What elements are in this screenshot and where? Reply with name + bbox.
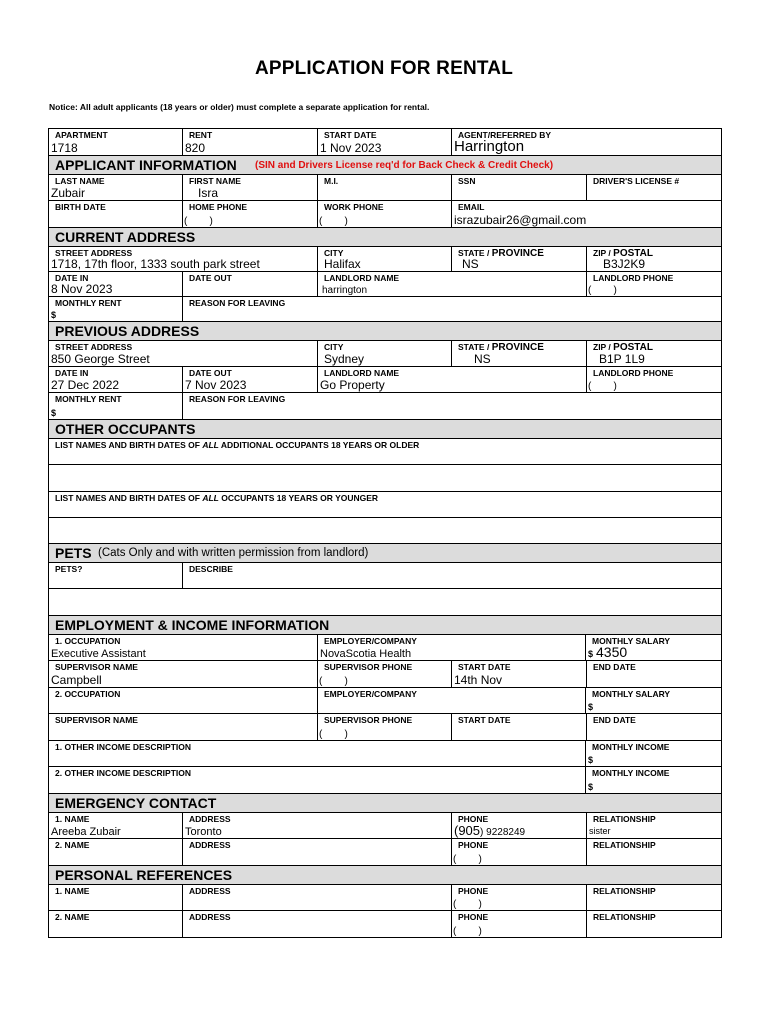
pets-heading: PETS (55, 545, 92, 561)
reference-phone-1-value: ( ) (453, 899, 482, 910)
previous-postal-label: POSTAL (613, 342, 653, 353)
apartment-value: 1718 (51, 141, 78, 155)
mi-field[interactable] (318, 175, 452, 200)
employer-2-field[interactable] (318, 688, 586, 713)
other-income-2-label: 2. OTHER INCOME DESCRIPTION (55, 768, 192, 778)
other-income-2-row (49, 767, 721, 794)
applicant-row-1 (49, 175, 721, 201)
current-rent-label: MONTHLY RENT (55, 298, 122, 308)
previous-state-label-a: STATE / (458, 342, 492, 352)
emergency-phone-2-value: ( ) (453, 854, 482, 865)
emergency-phone-1-label: PHONE (458, 814, 489, 824)
current-rent-field[interactable] (49, 297, 183, 321)
employer-1-value: NovaScotia Health (320, 648, 412, 660)
emergency-phone-1-value (454, 823, 525, 838)
salary-2-field[interactable] (586, 688, 720, 713)
occupants-older-label (55, 440, 419, 450)
emergency-heading: EMERGENCY CONTACT (55, 795, 217, 811)
current-reason-field[interactable] (183, 297, 720, 321)
current-landlord-value: harrington (322, 285, 368, 296)
end-date-2-label: END DATE (593, 715, 636, 725)
supervisor-phone-1-value: ( ) (319, 676, 348, 687)
applicant-note: (SIN and Drivers License req'd for Back Check & Credit Check) (255, 160, 554, 171)
reference-relationship-1-label: RELATIONSHIP (593, 886, 656, 896)
current-landlord-field[interactable] (318, 272, 587, 296)
references-row-1 (49, 885, 721, 911)
ssn-label: SSN (458, 176, 476, 186)
emergency-relationship-2-field[interactable] (587, 839, 721, 865)
start-date-2-field[interactable] (452, 714, 587, 740)
current-row-1 (49, 247, 721, 272)
start-date-value: 1 Nov 2023 (320, 141, 382, 155)
previous-date-in-label: DATE IN (55, 368, 89, 378)
emergency-name-2-label: 2. NAME (55, 840, 90, 850)
employer-1-field[interactable] (318, 635, 586, 660)
emergency-phone-2-label: PHONE (458, 840, 489, 850)
mi-label: M.I. (324, 176, 339, 186)
occupants-older-label-row (49, 439, 721, 465)
other-income-1-label: 1. OTHER INCOME DESCRIPTION (55, 742, 192, 752)
reference-phone-1-field[interactable] (452, 885, 587, 910)
current-city-value: Halifax (324, 257, 361, 271)
supervisor-1-field[interactable] (49, 661, 318, 687)
emergency-phone-1-number: ) 9228249 (480, 827, 526, 838)
start-date-2-label: START DATE (458, 715, 511, 725)
references-row-2 (49, 911, 721, 938)
email-label: EMAIL (458, 202, 485, 212)
notice-text: Notice: All adult applicants (18 years or older) must complete a separate application for rental. (49, 102, 430, 112)
occupants-section-header (49, 420, 721, 439)
current-zip-field[interactable] (587, 247, 721, 271)
emergency-row-1 (49, 813, 721, 839)
first-name-field[interactable] (183, 175, 318, 200)
employment-row-4 (49, 714, 721, 741)
references-section-header (49, 866, 721, 885)
reference-relationship-1-field[interactable] (587, 885, 721, 910)
first-name-value: Isra (198, 186, 219, 200)
previous-zip-label-a: ZIP / (593, 342, 614, 352)
home-phone-value: ( ) (184, 216, 213, 227)
reference-phone-1-label: PHONE (458, 886, 489, 896)
current-rent-dollar: $ (51, 310, 57, 320)
previous-rent-dollar: $ (51, 408, 57, 418)
occupation-1-value: Executive Assistant (51, 648, 146, 660)
current-state-value: NS (462, 257, 479, 271)
current-row-3 (49, 297, 721, 322)
ssn-field[interactable] (452, 175, 587, 200)
employment-row-3 (49, 688, 721, 714)
occupants-older-label-a: LIST NAMES AND BIRTH DATES OF (55, 440, 203, 450)
current-state-label-a: STATE / (458, 248, 492, 258)
salary-2-dollar: $ (588, 702, 594, 712)
current-reason-label: REASON FOR LEAVING (189, 298, 286, 308)
supervisor-2-field[interactable] (49, 714, 318, 740)
end-date-1-field[interactable] (587, 661, 721, 687)
reference-address-1-label: ADDRESS (189, 886, 231, 896)
home-phone-label: HOME PHONE (189, 202, 248, 212)
previous-reason-label: REASON FOR LEAVING (189, 394, 286, 404)
occupation-2-label: 2. OCCUPATION (55, 689, 121, 699)
pets-row (49, 563, 721, 589)
supervisor-phone-2-field[interactable] (318, 714, 452, 740)
previous-date-out-value: 7 Nov 2023 (185, 378, 247, 392)
current-postal-label: POSTAL (613, 248, 653, 259)
applicant-row-2 (49, 201, 721, 228)
top-row (49, 129, 721, 156)
previous-landlord-phone-field[interactable] (587, 367, 721, 392)
first-name-label: FIRST NAME (189, 176, 241, 186)
current-state-field[interactable] (452, 247, 587, 271)
previous-address-heading: PREVIOUS ADDRESS (55, 323, 200, 339)
emergency-phone-1-area: (905 (454, 823, 481, 838)
occupants-younger-label-row (49, 492, 721, 518)
applicant-section-header (49, 156, 721, 175)
occupation-2-field[interactable] (49, 688, 318, 713)
occupants-older-label-c: ADDITIONAL OCCUPANTS 18 YEARS OR OLDER (218, 440, 420, 450)
birth-date-field[interactable] (49, 201, 183, 227)
occupants-younger-field[interactable] (49, 492, 719, 517)
start-date-field[interactable] (318, 129, 452, 155)
previous-street-field[interactable] (49, 341, 318, 366)
occupants-younger-label-c: OCCUPANTS 18 YEARS OR YOUNGER (218, 493, 379, 503)
reference-relationship-2-label: RELATIONSHIP (593, 912, 656, 922)
emergency-address-1-field[interactable] (183, 813, 452, 838)
apartment-field[interactable] (49, 129, 183, 155)
supervisor-1-label: SUPERVISOR NAME (55, 662, 138, 672)
occupation-1-field[interactable] (49, 635, 318, 660)
current-address-heading: CURRENT ADDRESS (55, 229, 196, 245)
previous-row-1 (49, 341, 721, 367)
previous-landlord-field[interactable] (318, 367, 587, 392)
emergency-relationship-1-field[interactable] (587, 813, 721, 838)
salary-1-label: MONTHLY SALARY (592, 636, 671, 646)
previous-street-label: STREET ADDRESS (55, 342, 133, 352)
supervisor-1-value: Campbell (51, 673, 102, 687)
emergency-address-1-label: ADDRESS (189, 814, 231, 824)
previous-street-value: 850 George Street (51, 352, 150, 366)
other-income-2-field[interactable] (49, 767, 586, 793)
current-date-in-field[interactable] (49, 272, 183, 296)
monthly-income-2-label: MONTHLY INCOME (592, 768, 670, 778)
emergency-relationship-1-label: RELATIONSHIP (593, 814, 656, 824)
monthly-income-1-label: MONTHLY INCOME (592, 742, 670, 752)
salary-2-label: MONTHLY SALARY (592, 689, 671, 699)
emergency-relationship-1-value: sister (589, 826, 611, 836)
employment-row-1 (49, 635, 721, 661)
current-city-field[interactable] (318, 247, 452, 271)
drivers-license-field[interactable] (587, 175, 721, 200)
previous-date-out-label: DATE OUT (189, 368, 232, 378)
current-landlord-phone-field[interactable] (587, 272, 721, 296)
salary-1-dollar: $ (588, 649, 594, 659)
previous-state-field[interactable] (452, 341, 587, 366)
home-phone-field[interactable] (183, 201, 318, 227)
previous-date-in-field[interactable] (49, 367, 183, 392)
apartment-label: APARTMENT (55, 130, 108, 140)
current-row-2 (49, 272, 721, 297)
reference-phone-2-label: PHONE (458, 912, 489, 922)
employment-heading: EMPLOYMENT & INCOME INFORMATION (55, 617, 330, 633)
reference-phone-2-value: ( ) (453, 926, 482, 937)
emergency-address-2-label: ADDRESS (189, 840, 231, 850)
emergency-address-1-value: Toronto (185, 826, 222, 838)
end-date-1-label: END DATE (593, 662, 636, 672)
current-address-section-header (49, 228, 721, 247)
employment-section-header (49, 616, 721, 635)
current-zip-value: B3J2K9 (603, 257, 646, 271)
salary-1-value: 4350 (596, 644, 628, 660)
previous-city-value: Sydney (324, 352, 365, 366)
last-name-label: LAST NAME (55, 176, 105, 186)
reference-address-2-label: ADDRESS (189, 912, 231, 922)
start-date-label: START DATE (324, 130, 377, 140)
birth-date-label: BIRTH DATE (55, 202, 106, 212)
occupants-older-blank-row[interactable] (49, 465, 721, 492)
previous-state-label (458, 342, 544, 353)
previous-state-value: NS (474, 352, 491, 366)
salary-1-field[interactable] (586, 635, 720, 660)
other-income-1-field[interactable] (49, 741, 586, 766)
emergency-name-1-value: Areeba Zubair (51, 826, 121, 838)
references-heading: PERSONAL REFERENCES (55, 867, 233, 883)
previous-reason-field[interactable] (183, 393, 720, 419)
agent-field[interactable] (452, 129, 721, 155)
current-street-field[interactable] (49, 247, 318, 271)
current-date-in-value: 8 Nov 2023 (51, 282, 113, 296)
pets-section-header (49, 544, 721, 563)
emergency-section-header (49, 794, 721, 813)
other-income-1-row (49, 741, 721, 767)
current-zip-label-a: ZIP / (593, 248, 614, 258)
agent-label: AGENT/REFERRED BY (458, 130, 552, 140)
previous-province-label: PROVINCE (491, 342, 544, 353)
pets-label: PETS? (55, 564, 83, 574)
previous-landlord-phone-label: LANDLORD PHONE (593, 368, 674, 378)
previous-rent-label: MONTHLY RENT (55, 394, 122, 404)
previous-zip-field[interactable] (587, 341, 721, 366)
occupants-younger-label-a: LIST NAMES AND BIRTH DATES OF (55, 493, 203, 503)
supervisor-phone-2-value: ( ) (319, 729, 348, 740)
reference-name-2-field[interactable] (49, 911, 183, 937)
start-date-1-label: START DATE (458, 662, 511, 672)
supervisor-phone-1-label: SUPERVISOR PHONE (324, 662, 413, 672)
occupants-younger-label-b: ALL (202, 493, 219, 503)
emergency-phone-1-field[interactable] (452, 813, 587, 838)
reference-relationship-2-field[interactable] (587, 911, 721, 937)
previous-row-2 (49, 367, 721, 393)
previous-city-label: CITY (324, 342, 344, 352)
work-phone-value: ( ) (319, 216, 348, 227)
emergency-address-2-field[interactable] (183, 839, 452, 865)
agent-value: Harrington (454, 138, 525, 155)
current-landlord-phone-value: ( ) (588, 285, 617, 296)
reference-address-2-field[interactable] (183, 911, 452, 937)
reference-name-2-label: 2. NAME (55, 912, 90, 922)
current-province-label: PROVINCE (491, 248, 544, 259)
emergency-phone-2-field[interactable] (452, 839, 587, 865)
current-city-label: CITY (324, 248, 344, 258)
start-date-1-field[interactable] (452, 661, 587, 687)
reference-name-1-label: 1. NAME (55, 886, 90, 896)
current-landlord-label: LANDLORD NAME (324, 273, 400, 283)
emergency-name-2-field[interactable] (49, 839, 183, 865)
pets-describe-label: DESCRIBE (189, 564, 233, 574)
drivers-license-label: DRIVER'S LICENSE # (593, 176, 680, 186)
supervisor-phone-2-label: SUPERVISOR PHONE (324, 715, 413, 725)
supervisor-phone-1-field[interactable] (318, 661, 452, 687)
reference-name-1-field[interactable] (49, 885, 183, 910)
previous-landlord-label: LANDLORD NAME (324, 368, 400, 378)
previous-zip-value: B1P 1L9 (599, 352, 645, 366)
monthly-income-1-dollar: $ (588, 755, 594, 765)
occupants-older-label-b: ALL (202, 440, 219, 450)
pets-describe-field[interactable] (183, 563, 719, 588)
previous-landlord-value: Go Property (320, 378, 385, 392)
employment-row-2 (49, 661, 721, 688)
emergency-name-1-label: 1. NAME (55, 814, 90, 824)
occupants-younger-blank-row[interactable] (49, 518, 721, 544)
current-date-out-field[interactable] (183, 272, 318, 296)
occupants-older-field[interactable] (49, 439, 719, 464)
form-title: APPLICATION FOR RENTAL (254, 58, 514, 79)
current-date-out-label: DATE OUT (189, 273, 232, 283)
last-name-value: Zubair (51, 186, 86, 200)
current-street-value: 1718, 17th floor, 1333 south park street (51, 257, 260, 271)
work-phone-field[interactable] (318, 201, 452, 227)
current-landlord-phone-label: LANDLORD PHONE (593, 273, 674, 283)
applicant-heading: APPLICANT INFORMATION (55, 157, 237, 173)
reference-address-1-field[interactable] (183, 885, 452, 910)
rent-label: RENT (189, 130, 213, 140)
pets-field[interactable] (49, 563, 183, 588)
email-value: israzubair26@gmail.com (454, 213, 587, 227)
monthly-income-1-field[interactable] (586, 741, 720, 766)
previous-date-out-field[interactable] (183, 367, 318, 392)
occupants-younger-label (55, 493, 378, 503)
supervisor-2-label: SUPERVISOR NAME (55, 715, 138, 725)
emergency-name-1-field[interactable] (49, 813, 183, 838)
employer-1-label: EMPLOYER/COMPANY (324, 636, 417, 646)
pets-subheading: (Cats Only and with written permission from landlord) (98, 547, 369, 559)
pets-blank-row[interactable] (49, 589, 721, 616)
email-field[interactable] (452, 201, 721, 227)
previous-rent-field[interactable] (49, 393, 183, 419)
current-date-in-label: DATE IN (55, 273, 89, 283)
employer-2-label: EMPLOYER/COMPANY (324, 689, 417, 699)
current-street-label: STREET ADDRESS (55, 248, 133, 258)
rent-value: 820 (185, 141, 206, 155)
emergency-relationship-2-label: RELATIONSHIP (593, 840, 656, 850)
work-phone-label: WORK PHONE (324, 202, 384, 212)
last-name-field[interactable] (49, 175, 183, 200)
previous-address-section-header (49, 322, 721, 341)
occupation-1-label: 1. OCCUPATION (55, 636, 121, 646)
emergency-row-2 (49, 839, 721, 866)
previous-landlord-phone-value: ( ) (588, 381, 617, 392)
previous-date-in-value: 27 Dec 2022 (51, 378, 120, 392)
rent-field[interactable] (183, 129, 318, 155)
previous-row-3 (49, 393, 721, 420)
rental-application-form (48, 128, 722, 938)
monthly-income-2-dollar: $ (588, 782, 594, 792)
previous-city-field[interactable] (318, 341, 452, 366)
end-date-2-field[interactable] (587, 714, 721, 740)
monthly-income-2-field[interactable] (586, 767, 720, 793)
reference-phone-2-field[interactable] (452, 911, 587, 937)
start-date-1-value: 14th Nov (454, 673, 503, 687)
occupants-heading: OTHER OCCUPANTS (55, 421, 196, 437)
